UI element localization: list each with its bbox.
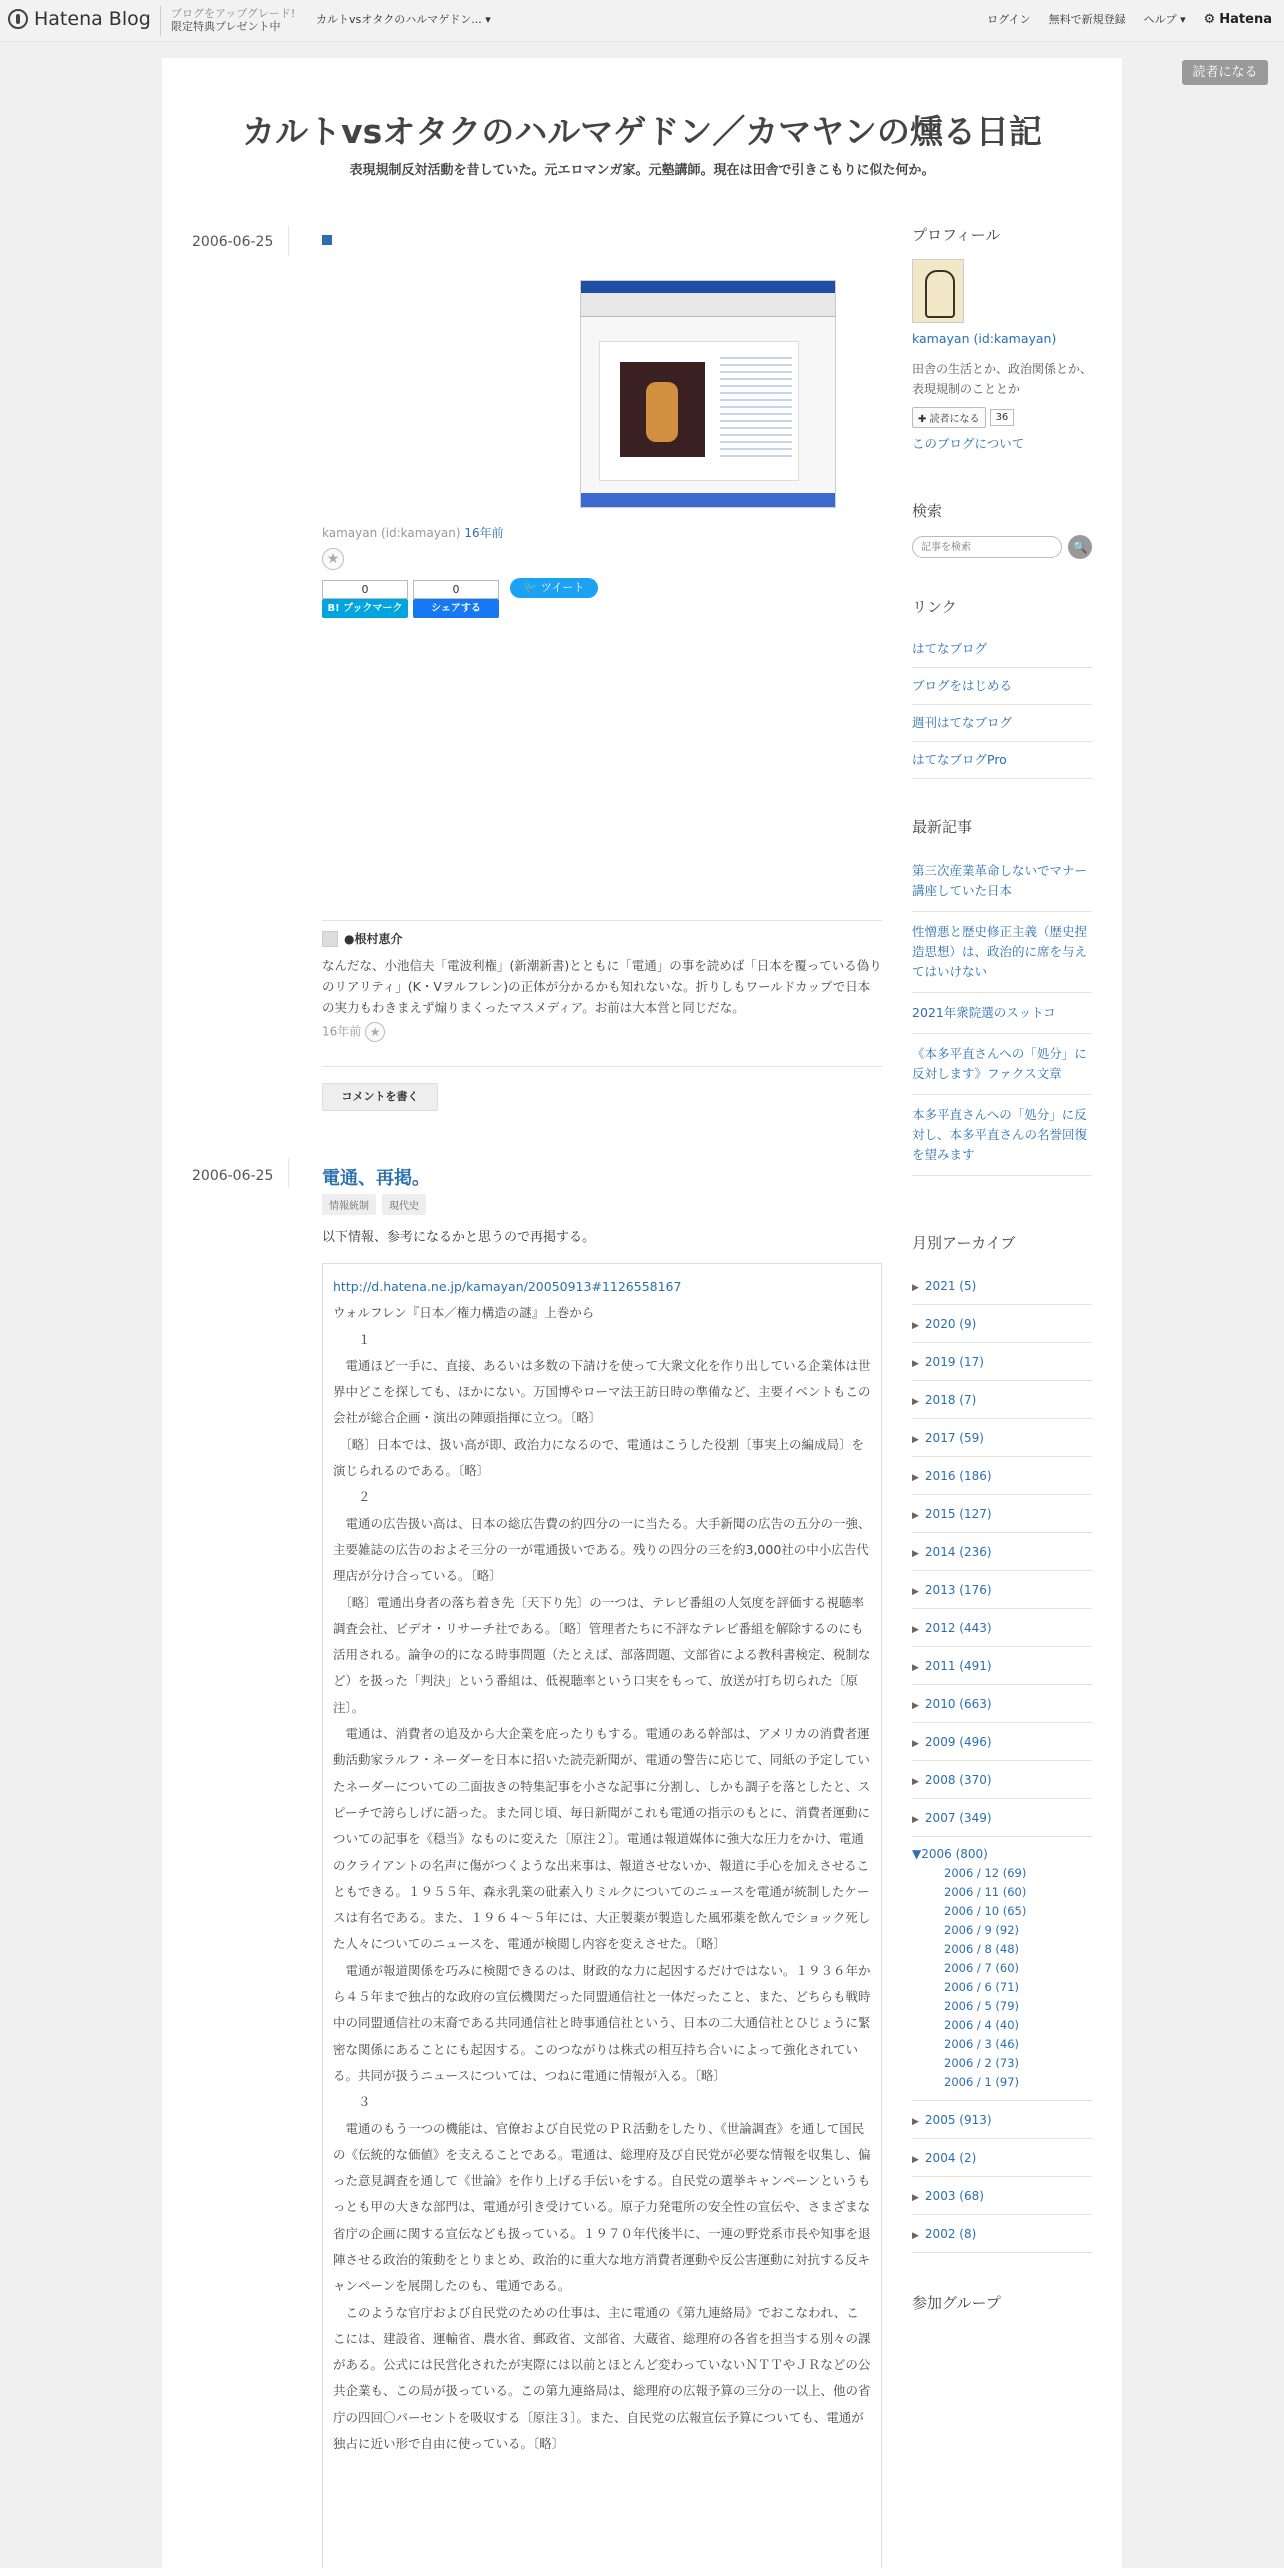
triangle-right-icon[interactable]: ▶ — [912, 1359, 919, 1369]
signup-link[interactable]: 無料で新規登録 — [1048, 13, 1126, 26]
quote-paragraph: 電通の広告扱い高は、日本の総広告費の約四分の一に当たる。大手新聞の広告の五分の一強、主要雑誌の広告のおよそ三分の一が電通扱いである。残りの四分の三を約3,000社の中小広告代理店が分け合っている。〔略〕 — [333, 1515, 871, 1584]
archive-year[interactable] — [912, 1647, 1092, 1685]
date-divider — [288, 226, 289, 256]
quote-paragraph: このような官庁および自民党のための仕事は、主に電通の《第九連絡局》でおこなわれ、ここには、建設省、運輸省、農水省、郵政省、文部省、大蔵省、総理府の各省を担当する別々の課がある。公式には民営化されたが実際には以前とほとんど変わっていないＮＴＴやＪＲなどの公共企業も、この局が扱っている。この第九連絡局は、総理府の広報予算の三分の一以上、他の省庁の四回〇パーセントを吸収する〔原注３〕。また、自民党の広報宣伝予算についても、電通が独占に近い形で自由に使っている。〔略〕 — [333, 2304, 871, 2452]
entry2-categories — [322, 1194, 426, 1215]
comment-form-divider — [322, 1066, 882, 1067]
archive-year-label[interactable]: 2012 (443) — [924, 1621, 992, 1635]
entry2-lead: 以下情報、参考になるかと思うので再掲する。 — [322, 1230, 596, 1245]
share-count: 0 — [413, 580, 499, 599]
triangle-right-icon[interactable]: ▶ — [912, 1283, 919, 1293]
blog-description: 表現規制反対活動を昔していた。元エロマンガ家。元塾講師。現在は田舎で引きこもりに似た何か。 — [349, 163, 935, 178]
triangle-right-icon[interactable]: ▶ — [912, 1815, 919, 1825]
archive-year[interactable] — [912, 1495, 1092, 1533]
follow-button[interactable] — [912, 407, 986, 428]
about-blog-link[interactable]: このブログについて — [912, 436, 1025, 451]
triangle-right-icon[interactable]: ▶ — [912, 2193, 919, 2203]
archive-year[interactable] — [912, 1761, 1092, 1799]
sidebar-links — [912, 596, 1092, 779]
blog-container — [162, 58, 1122, 2568]
links-heading: リンク — [912, 598, 957, 616]
archive-month-link[interactable]: 2006 / 3 (46) — [944, 2037, 1020, 2051]
entry2-title[interactable]: 電通、再掲。 — [322, 1168, 430, 1189]
archive-month-link[interactable]: 2006 / 7 (60) — [944, 1961, 1020, 1975]
triangle-right-icon[interactable]: ▶ — [912, 2117, 919, 2127]
header-divider — [160, 6, 161, 36]
quote-paragraph: 電通が報道関係を巧みに検閲できるのは、財政的な力に起因するだけではない。１９３６年から４５年まで独占的な政府の宣伝機関だった同盟通信社と一体だったこと、また、どちらも戦時中の同盟通信社の末裔である共同通信社と時事通信社という、日本の二大通信社とひじょうに緊密な関係にあることにも起因する。このつながりは株式の相互持ち合いによって強化されている。共同が扱うニュースについては、つねに電通に情報が入る。〔略〕 — [333, 1962, 871, 2083]
archive-list — [912, 1267, 1092, 2253]
archive-year-label[interactable]: 2004 (2) — [924, 2151, 977, 2165]
archive-year-label[interactable]: 2021 (5) — [924, 1279, 977, 1293]
archive-year-label[interactable]: 2015 (127) — [924, 1507, 992, 1521]
archive-year[interactable] — [912, 1305, 1092, 1343]
logo-text: Hatena Blog — [34, 8, 151, 30]
archive-year-label[interactable]: 2016 (186) — [924, 1469, 992, 1483]
promo-line1: ブログをアップグレード! — [171, 7, 296, 20]
bookmark-count: 0 — [322, 580, 408, 599]
sidebar-link[interactable]: はてなブログ — [912, 631, 1092, 668]
quote-paragraph: 電通のもう一つの機能は、官僚および自民党のＰＲ活動をしたり、《世論調査》を通して国民の《伝統的な価値》を支えることである。電通は、総理府及び自民党が必要な情報を収集し、偏った意見調査を通して《世論》を作り上げる手伝いをする。自民党の選挙キャンペーンというもっとも甲の大きな部門は、電通が引き受けている。原子力発電所の安全性の宣伝や、さまざまな省庁の企画に関する宣伝なども扱っている。１９７０年代後半に、一連の野党系市長や知事を退陣させる政治的策動をとりまとめ、政治的に重大な地方消費者運動や反公害運動に対抗する反キャンペーンを展開したのも、電通である。 — [333, 2120, 871, 2294]
triangle-right-icon[interactable]: ▶ — [912, 1549, 919, 1559]
quote-paragraph: ウォルフレン『日本／権力構造の謎』上巻から — [333, 1305, 595, 1321]
archive-month-link[interactable]: 2006 / 5 (79) — [944, 1999, 1020, 2013]
archive-year[interactable] — [912, 1419, 1092, 1457]
archive-year-label[interactable]: 2013 (176) — [924, 1583, 992, 1597]
recent-entry-link[interactable]: 性憎悪と歴史修正主義（歴史捏造思想）は、政治的に席を与えてはいけない — [912, 912, 1092, 993]
triangle-right-icon[interactable]: ▶ — [912, 1739, 919, 1749]
facebook-share[interactable] — [413, 580, 499, 618]
archive-year[interactable] — [912, 2215, 1092, 2253]
archive-month-link[interactable]: 2006 / 4 (40) — [944, 2018, 1020, 2032]
hatena-bookmark-share[interactable] — [322, 580, 408, 618]
archive-year[interactable] — [912, 2101, 1092, 2139]
facebook-share-button[interactable]: シェアする — [413, 599, 499, 618]
archive-year[interactable] — [912, 1571, 1092, 1609]
comment-time — [322, 1022, 882, 1042]
sidebar-archive — [912, 1232, 1092, 2253]
archive-year[interactable] — [912, 1799, 1092, 1837]
write-comment-button[interactable]: コメントを書く — [322, 1083, 438, 1111]
recent-list — [912, 851, 1092, 1176]
archive-month-link[interactable]: 2006 / 12 (69) — [944, 1866, 1027, 1880]
quote-paragraph: 〔略〕日本では、扱い高が即、政治力になるので、電通はこうした役割〔事実上の編成局〕を演じられるのである。〔略〕 — [333, 1436, 865, 1479]
triangle-down-icon[interactable]: ▼ — [912, 1847, 922, 1861]
comment-star-icon[interactable]: ★ — [365, 1022, 385, 1042]
quote-paragraph: ３ — [333, 2094, 371, 2110]
archive-year[interactable] — [912, 2139, 1092, 2177]
archive-year-label[interactable]: 2009 (496) — [924, 1735, 992, 1749]
profile-heading: プロフィール — [912, 226, 1001, 244]
sidebar-link[interactable]: はてなブログPro — [912, 742, 1092, 779]
comment-body: なんだな、小池信夫「電波利権」(新潮新書)とともに「電通」の事を読めば「日本を覆っている偽りのリアリティ」(K・Vヲルフレン)の正体が分かるかも知れないな。折りしもワールドカップで日本の実力もわきまえず煽りまくったマスメディア。お前は大本営と同じだな。 — [322, 958, 882, 1015]
archive-heading: 月別アーカイブ — [912, 1234, 1016, 1252]
hatena-icon: ⚙ — [1203, 11, 1216, 27]
archive-year[interactable] — [912, 1381, 1092, 1419]
triangle-right-icon[interactable]: ▶ — [912, 1321, 919, 1331]
follow-widget — [912, 407, 1092, 428]
hatena-menu[interactable] — [1204, 12, 1272, 27]
comment-time-text[interactable]: 16年前 — [322, 1024, 362, 1039]
recent-entry-link[interactable]: 本多平直さんへの「処分」に反対し、本多平直さんの名誉回復を望みます — [912, 1095, 1092, 1176]
blog-title[interactable]: カルトvsオタクのハルマゲドン／カマヤンの燻る日記 — [242, 112, 1042, 151]
triangle-right-icon[interactable]: ▶ — [912, 2231, 919, 2241]
header-right-menu — [987, 11, 1272, 27]
search-heading: 検索 — [912, 502, 943, 520]
archive-year[interactable] — [912, 2177, 1092, 2215]
hatena-blog-logo[interactable] — [8, 8, 151, 30]
date-divider — [288, 1158, 289, 1188]
sidebar-profile — [912, 224, 1092, 454]
triangle-right-icon[interactable]: ▶ — [912, 1397, 919, 1407]
entry1-date[interactable]: 2006-06-25 — [192, 234, 274, 250]
sidebar-link[interactable]: 週刊はてなブログ — [912, 705, 1092, 742]
tweet-label: ツイート — [540, 581, 585, 594]
triangle-right-icon[interactable]: ▶ — [912, 1701, 919, 1711]
bookmark-button[interactable]: B! ブックマーク — [322, 599, 408, 618]
search-input[interactable] — [912, 536, 1062, 558]
entry2-date[interactable]: 2006-06-25 — [192, 1168, 274, 1184]
quote-source-link[interactable]: http://d.hatena.ne.jp/kamayan/20050913#1126558167 — [333, 1279, 682, 1294]
tweet-button[interactable] — [510, 578, 598, 598]
archive-year[interactable] — [912, 1533, 1092, 1571]
groups-heading: 参加グループ — [912, 2294, 1001, 2312]
comment-user-name: ●根村恵介 — [344, 932, 403, 946]
archive-year-expanded — [912, 1837, 1092, 2101]
quote-paragraph: 電通は、消費者の追及から大企業を庇ったりもする。電通のある幹部は、アメリカの消費者運動活動家ラルフ・ネーダーを日本に招いた読売新聞が、電通の警告に応じて、同紙の予定していたネーダーについての二面抜きの特集記事を小さな記事に分割し、しかも調子を落としたと、スピーチで誇らしげに語った。また同じ頃、毎日新聞がこれも電通の指示のもとに、消費者運動についての記事を《穏当》なものに変えた〔原注２〕。電通は報道媒体に強大な圧力をかけ、電通のクライアントの名声に傷がつくような出来事は、報道させないか、報道に手心を加えさせることもできる。１９５５年、森永乳業の砒素入りミルクについてのニュースを電通が統制したケースは有名である。また、１９６４〜５年には、大正製薬が製造した風邪薬を飲んでショック死した人々についてのニュースを、電通が検閲し内容を変えさせた。〔略〕 — [333, 1726, 871, 1952]
entry2-blockquote — [322, 1263, 882, 2568]
search-icon[interactable]: 🔍 — [1068, 535, 1092, 559]
hatena-blog-logo-icon — [8, 9, 28, 29]
archive-year-label[interactable]: 2003 (68) — [924, 2189, 984, 2203]
archive-year[interactable] — [912, 1343, 1092, 1381]
triangle-right-icon[interactable]: ▶ — [912, 1587, 919, 1597]
archive-year[interactable] — [912, 1685, 1092, 1723]
sidebar-groups — [912, 2292, 1092, 2327]
quote-paragraph: 電通ほど一手に、直接、あるいは多数の下請けを使って大衆文化を作り出している企業体は世界中どこを探しても、ほかにない。万国博やローマ法王訪日時の準備など、主要イベントもこの会社が総合企画・演出の陣頭指揮に立つ。〔略〕 — [333, 1357, 871, 1426]
follower-count[interactable]: 36 — [990, 409, 1015, 426]
archive-month-link[interactable]: 2006 / 2 (73) — [944, 2056, 1020, 2070]
upgrade-promo[interactable] — [171, 7, 295, 33]
link-list — [912, 631, 1092, 779]
plus-icon: ✚ — [918, 414, 930, 425]
archive-month-link[interactable]: 2006 / 6 (71) — [944, 1980, 1020, 1994]
archive-year-label[interactable]: 2002 (8) — [924, 2227, 977, 2241]
recent-entry-link[interactable]: 2021年衆院選のスットコ — [912, 993, 1092, 1034]
help-menu[interactable]: ヘルプ ▾ — [1143, 13, 1186, 26]
blog-menu-dropdown[interactable]: カルトvsオタクのハルマゲドン... ▾ — [316, 13, 491, 26]
triangle-right-icon[interactable]: ▶ — [912, 1777, 919, 1787]
archive-year-label[interactable]: 2014 (236) — [924, 1545, 992, 1559]
archive-year-label[interactable]: 2010 (663) — [924, 1697, 992, 1711]
archive-month-link[interactable]: 2006 / 1 (97) — [944, 2075, 1020, 2089]
triangle-right-icon[interactable]: ▶ — [912, 1511, 919, 1521]
archive-year-label[interactable]: 2018 (7) — [924, 1393, 977, 1407]
twitter-bird-icon: 🐦 — [523, 581, 541, 594]
profile-name-link[interactable]: kamayan (id:kamayan) — [912, 331, 1057, 346]
quote-paragraph: ２ — [333, 1489, 371, 1505]
recent-entry-link[interactable]: 《本多平直さんへの「処分」に反対します》ファクス文章 — [912, 1034, 1092, 1095]
archive-month-link[interactable]: 2006 / 10 (65) — [944, 1904, 1027, 1918]
comments-divider — [322, 920, 882, 921]
hatena-label: Hatena — [1219, 11, 1272, 27]
follow-button-label: 読者になる — [929, 414, 980, 425]
entry1-meta — [322, 524, 504, 541]
comment — [322, 930, 882, 1042]
quote-paragraph: 〔略〕電通出身者の落ち着き先〔天下り先〕の一つは、テレビ番組の人気度を評価する視聴率調査会社、ビデオ・リサーチ社である。〔略〕管理者たちに不評なテレビ番組を解除するのにも活用される。論争の的になる時事問題（たとえば、部落問題、文部省による教科書検定、税制など）を扱った「判決」という番組は、低視聴率という口実をもって、放送が打ち切られた〔原注〕。 — [333, 1594, 871, 1715]
triangle-right-icon[interactable]: ▶ — [912, 1625, 919, 1635]
archive-year-label[interactable]: 2005 (913) — [924, 2113, 992, 2127]
triangle-right-icon[interactable]: ▶ — [912, 1473, 919, 1483]
archive-year[interactable] — [912, 1845, 1092, 1864]
global-header — [0, 0, 1284, 42]
category-tag[interactable]: 現代史 — [382, 1194, 426, 1215]
recent-heading: 最新記事 — [912, 818, 973, 836]
subscribe-button[interactable]: 読者になる — [1182, 60, 1268, 85]
category-tag[interactable]: 情報統制 — [322, 1194, 376, 1215]
archive-year-label[interactable]: 2020 (9) — [924, 1317, 977, 1331]
comment-user[interactable] — [322, 930, 882, 947]
search-form — [912, 535, 1092, 559]
promo-line2: 限定特典プレゼント中 — [171, 20, 281, 33]
archive-month-link[interactable]: 2006 / 8 (48) — [944, 1942, 1020, 1956]
login-link[interactable]: ログイン — [987, 13, 1031, 26]
profile-avatar[interactable] — [912, 259, 964, 323]
archive-year-label[interactable]: 2007 (349) — [924, 1811, 992, 1825]
archive-year[interactable] — [912, 1267, 1092, 1305]
archive-month-link[interactable]: 2006 / 11 (60) — [944, 1885, 1027, 1899]
add-star-icon[interactable]: ★ — [322, 548, 344, 570]
archive-month-link[interactable]: 2006 / 9 (92) — [944, 1923, 1020, 1937]
profile-description: 田舎の生活とか、政治関係とか、表現規制のこととか — [912, 362, 1093, 396]
triangle-right-icon[interactable]: ▶ — [912, 1663, 919, 1673]
sidebar-link[interactable]: ブログをはじめる — [912, 668, 1092, 705]
sidebar-recent — [912, 816, 1092, 1176]
commenter-avatar — [322, 931, 338, 947]
sidebar-search — [912, 500, 1092, 559]
recent-entry-link[interactable]: 第三次産業革命しないでマナー講座していた日本 — [912, 851, 1092, 912]
archive-year-label[interactable]: 2019 (17) — [924, 1355, 984, 1369]
entry1-author[interactable]: kamayan (id:kamayan) — [322, 526, 461, 540]
entry1-title-link[interactable] — [322, 235, 332, 245]
archive-year-label[interactable]: 2011 (491) — [924, 1659, 992, 1673]
entry1-screenshot-image[interactable] — [580, 280, 836, 508]
archive-year-label[interactable]: 2017 (59) — [924, 1431, 984, 1445]
triangle-right-icon[interactable]: ▶ — [912, 2155, 919, 2165]
archive-year[interactable] — [912, 1457, 1092, 1495]
archive-year[interactable] — [912, 1723, 1092, 1761]
quote-paragraph: １ — [333, 1331, 371, 1347]
archive-year-label[interactable]: 2008 (370) — [924, 1773, 992, 1787]
archive-year-label[interactable]: 2006 (800) — [921, 1847, 988, 1861]
triangle-right-icon[interactable]: ▶ — [912, 1435, 919, 1445]
archive-year[interactable] — [912, 1609, 1092, 1647]
entry1-time-link[interactable]: 16年前 — [464, 526, 504, 540]
